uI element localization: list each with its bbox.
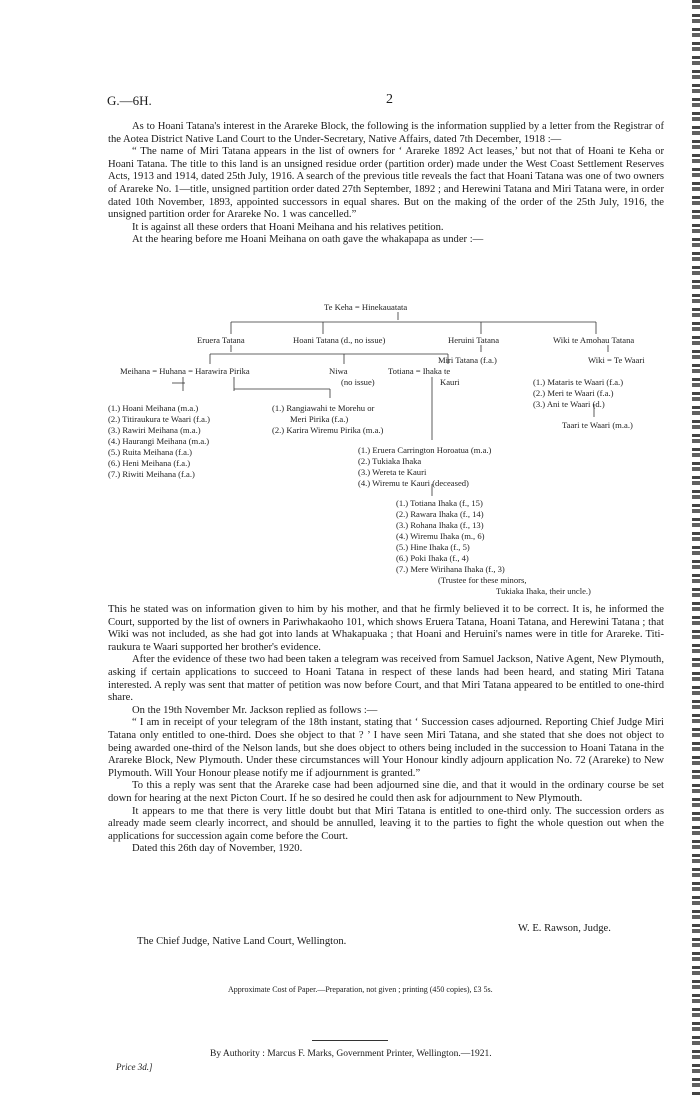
page-number: 2 xyxy=(386,92,393,107)
person-kauri: Kauri xyxy=(440,377,460,387)
paragraph: It appears to me that there is very little doubt but that Miri Tatana is entitled to one-third only. The succession orders as already made seem clearly incorrect, and should be annulled, leaving it to the parties to fight the whole question out when the applications for succession again come before the Court. xyxy=(108,805,664,842)
paragraph: At the hearing before me Hoani Meihana on oath gave the whakapapa as under :— xyxy=(132,234,484,246)
signature: W. E. Rawson, Judge. xyxy=(518,923,611,934)
person-hoani-tatana: Hoani Tatana (d., no issue) xyxy=(293,335,386,345)
paragraph: This he stated was on information given to him by his mother, and that he firmly believed it to be correct. It is, he informed the Court, supported by the list of owners in Pariwhakaoho 101, which shows Eruera Tatana, Hoani Tatana, and Herewini Tatana ; that Wiki was not included, as she had got into lands at Whakapuaka ; that Hoani and Heruini's names were in title for Arareke. Titi-raukura te Waari supported her brother's evidence. xyxy=(108,604,664,653)
wiremu-child: (5.) Hine Ihaka (f., 5) xyxy=(396,542,470,552)
cost-note: Approximate Cost of Paper.—Preparation, not given ; printing (450 copies), £3 5s. xyxy=(228,985,493,994)
trustee-note: (Trustee for these minors, xyxy=(438,575,527,585)
wiremu-child: (6.) Poki Ihaka (f., 4) xyxy=(396,553,469,563)
intro-text xyxy=(108,121,664,247)
document-code: G.—6H. xyxy=(107,93,152,108)
meihana-child: (7.) Riwiti Meihana (f.a.) xyxy=(108,469,195,479)
person-wiki-te-waari: Wiki = Te Waari xyxy=(588,355,645,365)
pirika-child: Meri Pirika (f.a.) xyxy=(290,414,349,424)
ihaka-child: (3.) Wereta te Kauri xyxy=(358,467,427,477)
meihana-child: (2.) Titiraukura te Waari (f.a.) xyxy=(108,414,211,424)
waari-child: (3.) Ani te Waari (d.) xyxy=(533,399,605,409)
waari-grandchild: Taari te Waari (m.a.) xyxy=(562,420,633,430)
quoted-letter: “ The name of Miri Tatana appears in the list of owners for ‘ Arareke 1892 Act leases,’ but not that of Hoani te Keha or Hoani Tatana. The title to this land is an unsigned residue order (partition order) made under the West Coast Settlement Reserves Acts, 1913 and 1914, dated 25th July, 1916. A search of the previous title reveals the fact that Hoani Tatana was one of two owners of Arareke No. 1—title, unsigned partition order dated 27th September, 1892 ; and Herewini Tatana and Miri Tatana were, in order dated 10th November, 1893, appointed successors in equal shares. But on the making of the order of the 25th July, 1916, the unsigned partition order for Arareke No. 1 was cancelled.” xyxy=(108,146,664,221)
date-line: Dated this 26th day of November, 1920. xyxy=(132,843,303,855)
trustee-note: Tukiaka Ihaka, their uncle.) xyxy=(496,586,591,596)
meihana-child: (6.) Heni Meihana (f.a.) xyxy=(108,458,191,468)
wiremu-child: (3.) Rohana Ihaka (f., 13) xyxy=(396,520,484,530)
person-wiki-tatana: Wiki te Amohau Tatana xyxy=(553,335,635,345)
pirika-child: (1.) Rangiawahi te Morehu or xyxy=(272,403,375,413)
person-miri-tatana: Miri Tatana (f.a.) xyxy=(438,355,497,365)
person-heruini-tatana: Heruini Tatana xyxy=(448,335,500,345)
meihana-marriage: Meihana = Huhana = Harawira Pirika xyxy=(120,366,250,376)
ihaka-child: (1.) Eruera Carrington Horoatua (m.a.) xyxy=(358,445,492,455)
authority-line: By Authority : Marcus F. Marks, Government Printer, Wellington.—1921. xyxy=(210,1049,492,1059)
divider xyxy=(312,1040,388,1041)
pirika-child: (2.) Karira Wiremu Pirika (m.a.) xyxy=(272,425,384,435)
addressee: The Chief Judge, Native Land Court, Wellington. xyxy=(137,936,347,947)
quoted-telegram: “ I am in receipt of your telegram of the 18th instant, stating that ‘ Succession cases adjourned. Reporting Chief Judge Miri Tatana only entitled to one-third. Does she object to that ? ’ I have seen Miri Tatana, and she stated that she does not object to being awarded one-third of the Nelson lands, but she does object to others being included in the succession to Hoani Tatana in the Arareke Block, New Plymouth. Under these circumstances will Your Honour kindly adjourn application No. 72 (Arareke) to New Plymouth. Will Your Honour please notify me if adjournment is granted.” xyxy=(108,717,664,779)
ihaka-child: (2.) Tukiaka Ihaka xyxy=(358,456,422,466)
genealogy-root: Te Keha = Hinekauatata xyxy=(324,302,408,312)
meihana-child: (3.) Rawiri Meihana (m.a.) xyxy=(108,425,201,435)
niwa-note: (no issue) xyxy=(341,377,375,387)
person-niwa: Niwa xyxy=(329,366,348,376)
wiremu-child: (2.) Rawara Ihaka (f., 14) xyxy=(396,509,484,519)
ihaka-child: (4.) Wiremu te Kauri (deceased) xyxy=(358,478,469,488)
totiana-marriage: Totiana = Ihaka te xyxy=(388,366,451,376)
meihana-child: (5.) Ruita Meihana (f.a.) xyxy=(108,447,192,457)
wiremu-child: (1.) Totiana Ihaka (f., 15) xyxy=(396,498,483,508)
meihana-child: (4.) Haurangi Meihana (m.a.) xyxy=(108,436,210,446)
waari-child: (2.) Meri te Waari (f.a.) xyxy=(533,388,614,398)
wiremu-child: (7.) Mere Wirihana Ihaka (f., 3) xyxy=(396,564,505,574)
paragraph: As to Hoani Tatana's interest in the Arareke Block, the following is the information supplied by a letter from the Registrar of the Aotea District Native Land Court to the Under-Secretary, Native Affairs, dated 7th December, 1918 :— xyxy=(108,121,664,145)
wiremu-child: (4.) Wiremu Ihaka (m., 6) xyxy=(396,531,485,541)
person-eruera-tatana: Eruera Tatana xyxy=(197,335,245,345)
paragraph: To this a reply was sent that the Arareke case had been adjourned sine die, and that it would in the ordinary course be set down for hearing at the next Picton Court. If he so desired he could then ask for adjournment to New Plymouth. xyxy=(108,780,664,804)
paragraph: After the evidence of these two had been taken a telegram was received from Samuel Jackson, Native Agent, New Plymouth, asking if certain applications to succeed to Hoani Tatana in respect of these lands had been heard, and stating Miri Tatana interested. A reply was sent that matter of petition was now before Court, and that Miri Tatana appeared to be entitled to one-third share. xyxy=(108,654,664,704)
price: Price 3d.] xyxy=(116,1062,153,1072)
waari-child: (1.) Mataris te Waari (f.a.) xyxy=(533,377,624,387)
paragraph: It is against all these orders that Hoani Meihana and his relatives petition. xyxy=(132,221,444,233)
scan-edge xyxy=(692,0,700,1097)
body-text xyxy=(108,604,664,856)
meihana-child: (1.) Hoani Meihana (m.a.) xyxy=(108,403,199,413)
paragraph: On the 19th November Mr. Jackson replied as follows :— xyxy=(132,704,378,716)
